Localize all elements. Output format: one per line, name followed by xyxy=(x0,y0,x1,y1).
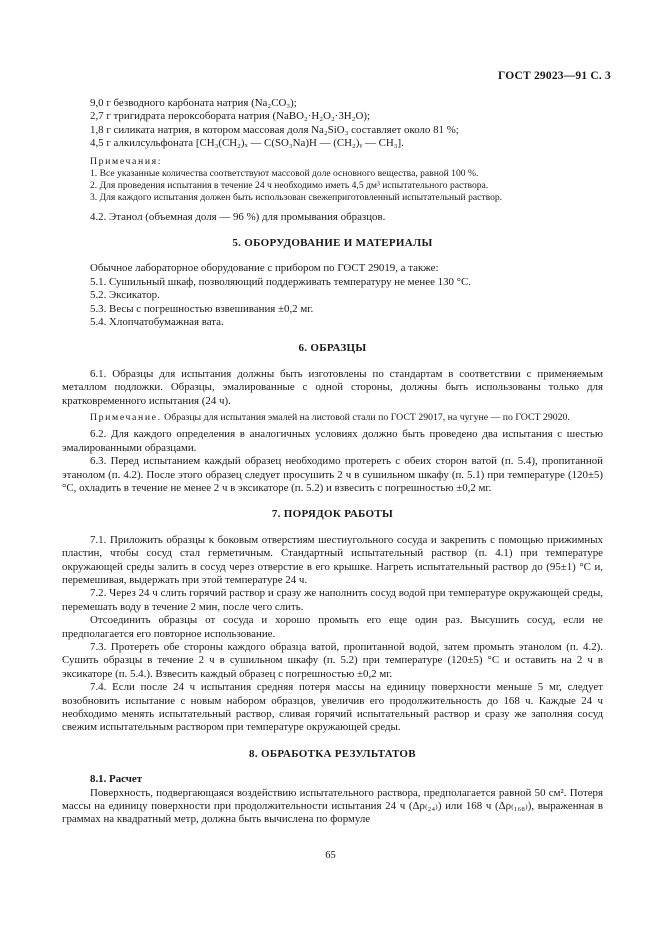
equipment-item: 5.4. Хлопчатобумажная вата. xyxy=(90,316,224,329)
paragraph-7-2: 7.2. Через 24 ч слить горячий раствор и сразу же наполнить сосуд водой при температуре окружающей среды, перемешать воду в течение 2 мин, после чего слить. xyxy=(62,587,603,613)
section-5-title: 5. ОБОРУДОВАНИЕ И МАТЕРИАЛЫ xyxy=(232,237,433,250)
paragraph-7-3: 7.3. Протереть обе стороны каждого образца ватой, пропитанной водой, затем промыть этанолом (п. 4.2). Сушить образцы в течение 2 ч в сушильном шкафу (п. 5.2) при температуре (120±5) °С и оставить на 2 ч в эксикаторе (п. 5.4.). Взвесить каждый образец с погрешностью ±0,2 мг. xyxy=(62,640,603,680)
page-number: 65 xyxy=(325,850,336,861)
paragraph-7-1: 7.1. Приложить образцы к боковым отверстиям шестиугольного сосуда и закрепить с помощью прижимных пластин, чтобы сосуд стал герметичным. Стандартный испытательный раствор (п. 4.1) при температуре окружающей среды залить в сосуд через отверстие в его крышке. Нагреть испытательный раствор до (95±1) °С и, перемешивая, выдержать при этой температуре 24 ч. xyxy=(62,533,603,586)
section-7-title: 7. ПОРЯДОК РАБОТЫ xyxy=(271,508,394,521)
section-8-title: 8. ОБРАБОТКА РЕЗУЛЬТАТОВ xyxy=(249,747,416,760)
paragraph-8-1: Поверхность, подвергающаяся воздействию испытательного раствора, предполагается равной 50 см². Потеря массы на единицу поверхности при продолжительности испытания 24 ч (Δρ₍₂₄₎) или 168 ч (Δρ₍₁₆₈₎), выраженная в граммах на квадратный метр, должна быть вычислена по формуле xyxy=(62,786,603,826)
reagent-item: 9,0 г безводного карбоната натрия (Na₂CO₃); xyxy=(90,97,297,109)
equipment-item: 5.3. Весы с погрешностью взвешивания ±0,2 мг. xyxy=(90,302,314,315)
section-6-title: 6. ОБРАЗЦЫ xyxy=(298,342,367,355)
page-header: ГОСТ 29023—91 С. 3 xyxy=(498,70,611,82)
paragraph-6-1: 6.1. Образцы для испытания должны быть изготовлены по стандартам в соответствии с применяемым металлом подложки. Образцы, эмалированные с одной стороны, должны быть использованы только для кратковременного испытания (24 ч). xyxy=(62,367,603,407)
equipment-item: 5.1. Сушильный шкаф, позволяющий поддерживать температуру не менее 130 °С. xyxy=(90,275,472,288)
reagent-item: 4,5 г алкилсульфоната [CH₃(CH₂)ₓ — C(SO₃Na)H — (CH₂)ᵧ — CH₃]. xyxy=(90,137,404,150)
item-4-2: 4.2. Этанол (объемная доля — 96 %) для промывания образцов. xyxy=(90,210,386,223)
paragraph-7-4: 7.4. Если после 24 ч испытания средняя потеря массы на единицу поверхности меньше 5 мг, следует возобновить испытание с новым набором образцов, увеличив его продолжительность до 168 ч. Каждые 24 ч необходимо менять испытательный раствор, сливая горячий испытательный раствор и сразу же заполняя сосуд свежим испытательным раствором при температуре окружающей среды. xyxy=(62,681,603,734)
note-item: 3. Для каждого испытания должен быть использован свежеприготовленный испытательный раствор. xyxy=(90,191,503,203)
note-item: 2. Для проведения испытания в течение 24 ч необходимо иметь 4,5 дм³ испытательного раствора. xyxy=(90,179,489,191)
equipment-item: 5.2. Эксикатор. xyxy=(90,289,160,302)
paragraph-6-2: 6.2. Для каждого определения в аналогичных условиях должно быть проведено два испытания с шестью эмалированными образцами. xyxy=(62,428,603,454)
reagent-item: 2,7 г тригидрата пероксобората натрия (NaBO₂·H₂O₂·3H₂O); xyxy=(90,110,370,123)
notes-title: Примечания: xyxy=(90,155,163,167)
reagent-item: 1,8 г силиката натрия, в котором массовая доля Na₂SiO₃ составляет около 81 %; xyxy=(90,123,459,136)
note-label: Примечание. xyxy=(90,412,162,424)
note-item: 1. Все указанные количества соответствуют массовой доле основного вещества, равной 100 %. xyxy=(90,167,479,179)
section-6-note xyxy=(62,412,603,424)
document-body xyxy=(62,97,603,827)
note-text: Образцы для испытания эмалей на листовой стали по ГОСТ 29017, на чугуне — по ГОСТ 29020. xyxy=(161,412,570,424)
paragraph-6-3: 6.3. Перед испытанием каждый образец необходимо протереть с обеих сторон ватой (п. 5.4), пропитанной этанолом (п. 4.2). После этого образец следует просушить 2 ч в сушильном шкафу (п. 5.1) при температуре (120±5) °С, охладить в течение не менее 2 ч в эксикаторе (п. 5.2) и взвесить с погрешностью ±0,2 мг. xyxy=(62,455,603,494)
reagent-list xyxy=(62,97,603,151)
paragraph-7-2-cont: Отсоединить образцы от сосуда и хорошо промыть его еще один раз. Высушить сосуд, если не предполагается его повторное использование. xyxy=(62,614,603,640)
section-5-intro: Обычное лабораторное оборудование с прибором по ГОСТ 29019, а также: xyxy=(90,262,439,275)
subsection-8-1-title: 8.1. Расчет xyxy=(90,773,143,786)
